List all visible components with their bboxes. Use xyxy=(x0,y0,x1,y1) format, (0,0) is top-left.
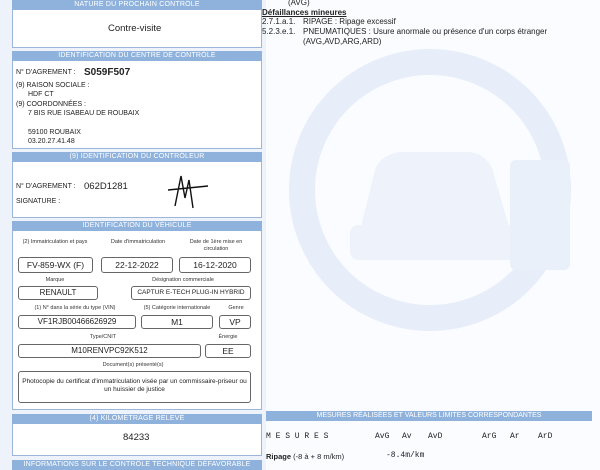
designation-value: CAPTUR E-TECH PLUG-IN HYBRID xyxy=(131,286,251,300)
vehicule-panel xyxy=(12,231,262,410)
mesures-row-limit: (-8 à + 8 m/km) xyxy=(293,452,345,461)
next-visit-panel xyxy=(12,10,262,48)
type-value: M10RENVPC92K512 xyxy=(18,344,201,358)
mesures-col-ard: ArD xyxy=(538,432,553,441)
mesures-col-avd: AvD xyxy=(428,432,443,441)
centre-phone: 03.20.27.41.48 xyxy=(28,138,75,145)
watermark-car-icon xyxy=(280,40,580,340)
next-visit-header: NATURE DU PROCHAIN CONTRÔLE xyxy=(12,0,262,10)
genre-caption: Genre xyxy=(228,305,244,311)
defaillance-item-text: RIPAGE : Ripage excessif xyxy=(303,17,396,26)
immat-caption: (2) Immatriculation et pays xyxy=(22,239,88,245)
docs-caption: Document(s) présenté(s) xyxy=(102,362,164,368)
controleur-signature-label: SIGNATURE : xyxy=(16,198,61,205)
mesures-col-av: Av xyxy=(402,432,412,441)
type-caption: Type/CNIT xyxy=(89,334,117,340)
km-panel xyxy=(12,424,262,456)
defaillance-item-code: 2.7.1.a.1. xyxy=(262,17,296,26)
controleur-header: (9) IDENTIFICATION DU CONTRÔLEUR xyxy=(12,152,262,162)
centre-address-line1: 7 BIS RUE ISABEAU DE ROUBAIX xyxy=(28,110,140,117)
centre-agrement-value: S059F507 xyxy=(84,67,131,78)
infos-header: INFORMATIONS SUR LE CONTRÔLE TECHNIQUE DÉFAVORABLE xyxy=(12,460,262,470)
centre-panel xyxy=(12,61,262,149)
defaillance-item-text: PNEUMATIQUES : Usure anormale ou présence d'un corps étranger xyxy=(303,27,548,36)
genre-value: VP xyxy=(219,315,251,329)
mesures-row-name: Ripage xyxy=(266,452,292,461)
date-first-value: 16-12-2020 xyxy=(179,257,251,273)
controleur-agrement-value: 062D1281 xyxy=(84,181,128,192)
vin-value: VF1RJB00466626929 xyxy=(18,315,136,329)
centre-header: IDENTIFICATION DU CENTRE DE CONTRÔLE xyxy=(12,51,262,61)
vin-caption: (1) N° dans la série du type (VIN) xyxy=(34,305,116,311)
defaillance-item-code: 5.2.3.e.1. xyxy=(262,27,296,36)
energie-value: EE xyxy=(205,344,251,358)
centre-coord-label: (9) COORDONNÉES : xyxy=(16,101,87,108)
controleur-panel xyxy=(12,162,262,218)
date-immat-value: 22-12-2022 xyxy=(101,257,173,273)
categorie-caption: (5) Catégorie internationale xyxy=(143,305,211,311)
marque-caption: Marque xyxy=(45,277,65,283)
defaillances-title: Défaillances mineures xyxy=(262,8,347,17)
vehicule-header: IDENTIFICATION DU VÉHICULE xyxy=(12,221,262,231)
defaillance-item-continuation: (AVG,AVD,ARG,ARD) xyxy=(303,37,382,46)
mesures-header: MESURES RÉALISÉES ET VALEURS LIMITES CORRESPONDANTES xyxy=(266,411,592,421)
date-immat-caption: Date d'immatriculation xyxy=(110,239,166,245)
marque-value: RENAULT xyxy=(18,286,98,300)
centre-agrement-label: N° D'AGREMENT : xyxy=(16,69,76,76)
energie-caption: Énergie xyxy=(218,334,238,340)
km-value: 84233 xyxy=(123,432,150,443)
designation-caption: Désignation commerciale xyxy=(152,277,214,283)
controleur-agrement-label: N° D'AGREMENT : xyxy=(16,183,76,190)
km-header: (4) KILOMÉTRAGE RELEVÉ xyxy=(12,414,262,424)
mesures-col-ar: Ar xyxy=(510,432,520,441)
centre-raison-value: HDF CT xyxy=(28,91,54,98)
mesures-row-value: -8.4m/km xyxy=(386,451,425,460)
centre-raison-label: (9) RAISON SOCIALE : xyxy=(16,82,90,89)
immat-value: FV-859-WX (F) xyxy=(18,257,93,273)
centre-address-line2: 59100 ROUBAIX xyxy=(28,129,81,136)
mesures-title: M E S U R E S xyxy=(266,432,329,441)
defaillances-top-fragment: (AVG) xyxy=(288,0,310,7)
signature-image xyxy=(163,168,213,213)
next-visit-value: Contre-visite xyxy=(108,23,162,34)
mesures-row-label xyxy=(266,452,344,461)
docs-value: Photocopie du certificat d'immatriculation visée par un commissaire-priseur ou un huissier de justice xyxy=(18,371,251,403)
date-first-caption: Date de 1ère mise en circulation xyxy=(189,239,243,252)
categorie-value: M1 xyxy=(141,315,213,329)
mesures-col-avg: AvG xyxy=(375,432,390,441)
mesures-col-arg: ArG xyxy=(482,432,497,441)
